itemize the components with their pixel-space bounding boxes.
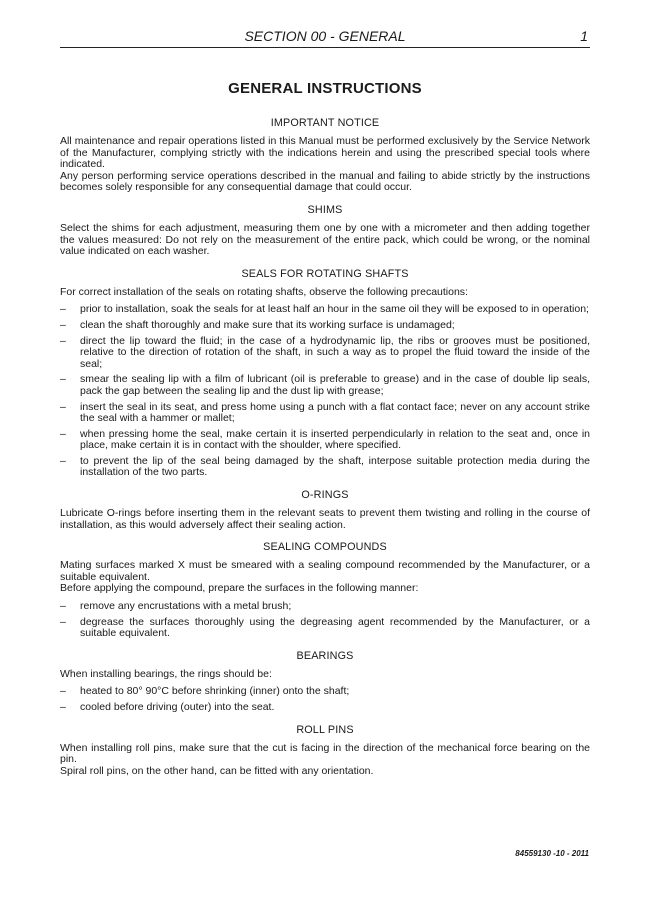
paragraph: Before applying the compound, prepare the surfaces in the following manner: (60, 582, 419, 595)
paragraph: Lubricate O-rings before inserting them in the relevant seats to prevent them twisting and rolling in the course of installation, as this would adversely affect their sealing action. (60, 507, 590, 531)
seals-list (60, 304, 590, 479)
dash-bullet: – (60, 685, 66, 698)
dash-bullet: – (60, 427, 66, 440)
page-header (60, 28, 590, 48)
heading-shims: SHIMS (307, 203, 343, 216)
list-item: – degrease the surfaces thoroughly using the degreasing agent recommended by the Manufacturer, or a suitable equivalent. (60, 615, 590, 640)
heading-sealing-compounds: SEALING COMPOUNDS (263, 541, 387, 554)
list-item: – smear the sealing lip with a film of lubricant (oil is preferable to grease) and in the case of double lip seals, pack the gap between the sealing lip and the dust lip with grease; (60, 373, 590, 397)
dash-bullet: – (60, 303, 66, 316)
heading-seals: SEALS FOR ROTATING SHAFTS (241, 267, 409, 280)
page-number: 1 (580, 28, 588, 44)
paragraph: Select the shims for each adjustment, measuring them one by one with a micrometer and then adding together the values measured: Do not rely on the measurement of the entire pack, which could be wrong, or the nominal value indicated on each washer. (60, 221, 590, 258)
dash-bullet: – (60, 334, 66, 347)
list-item: – clean the shaft thoroughly and make sure that its working surface is undamaged; (60, 318, 455, 331)
paragraph: All maintenance and repair operations listed in this Manual must be performed exclusively by the Service Network of the Manufacturer, complying strictly with the indications herein and using the prescribed special tools where indicated. (60, 135, 590, 171)
dash-bullet: – (60, 400, 66, 413)
header-rule (60, 47, 590, 48)
list-item: – when pressing home the seal, make certain it is inserted perpendicularly in relation to the seat and, once in place, make certain it is in contact with the shoulder, where specified. (60, 427, 590, 452)
heading-o-rings: O-RINGS (301, 489, 349, 502)
paragraph: For correct installation of the seals on rotating shafts, observe the following precautions: (60, 285, 468, 298)
dash-bullet: – (60, 454, 66, 467)
list-item: – direct the lip toward the fluid; in the case of a hydrodynamic lip, the ribs or grooves must be positioned, relative to the direction of rotation of the shaft, in such a way as to propel the fluid toward the inside of the seal; (60, 334, 590, 370)
sealing-compounds-list (60, 601, 590, 640)
paragraph: Mating surfaces marked X must be smeared with a sealing compound recommended by the Manufacturer, or a suitable equivalent. (60, 559, 590, 583)
list-item: – cooled before driving (outer) into the seat. (60, 701, 275, 713)
paragraph: When installing roll pins, make sure that the cut is facing in the direction of the mechanical force bearing on the pin. (60, 741, 590, 766)
list-item: – prior to installation, soak the seals for at least half an hour in the same oil they will be exposed to in operation; (60, 303, 589, 316)
dash-bullet: – (60, 600, 66, 613)
document-title: GENERAL INSTRUCTIONS (228, 80, 422, 97)
heading-important-notice: IMPORTANT NOTICE (270, 117, 380, 129)
paragraph: Spiral roll pins, on the other hand, can be fitted with any orientation. (60, 764, 374, 777)
heading-roll-pins: ROLL PINS (296, 723, 354, 736)
list-item: – remove any encrustations with a metal brush; (60, 600, 292, 613)
paragraph: Any person performing service operations described in the manual and failing to abide strictly by the instructions becomes solely responsible for any consequential damage that could occur. (60, 169, 590, 194)
list-item: – to prevent the lip of the seal being damaged by the shaft, interpose suitable protection media during the installation of the two parts. (60, 454, 590, 479)
list-item: – heated to 80° 90°C before shrinking (inner) onto the shaft; (60, 685, 350, 698)
dash-bullet: – (60, 701, 66, 713)
dash-bullet: – (60, 318, 66, 331)
heading-bearings: BEARINGS (296, 649, 354, 662)
list-item: – insert the seal in its seat, and press home using a punch with a flat contact face; never on any account strike the seal with a hammer or mallet; (60, 400, 590, 425)
dash-bullet: – (60, 373, 66, 386)
dash-bullet: – (60, 615, 66, 628)
document-code: 84559130 -10 - 2011 (515, 849, 589, 858)
section-title: SECTION 00 - GENERAL (244, 28, 406, 44)
document-body (60, 80, 590, 777)
paragraph: When installing bearings, the rings should be: (60, 667, 272, 680)
bearings-list (60, 686, 590, 713)
